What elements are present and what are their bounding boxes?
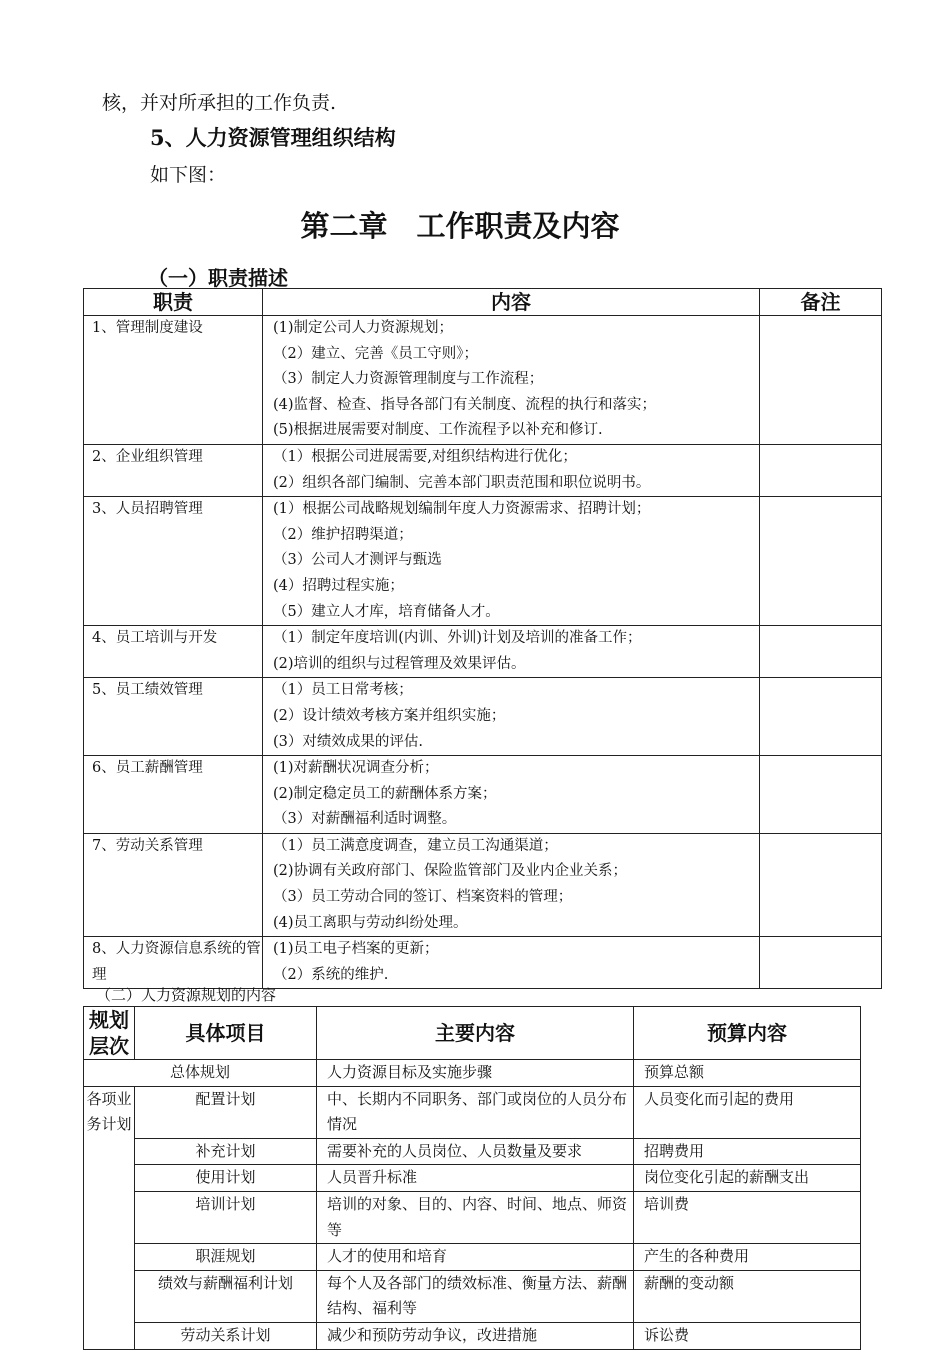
item-cell: 使用计划 [135, 1165, 317, 1192]
item-cell: 绩效与薪酬福利计划 [135, 1270, 317, 1322]
plan-table-body [84, 1060, 861, 1350]
content-line: （2）维护招聘渠道； [273, 526, 413, 543]
main-content-cell: 培训的对象、目的、内容、时间、地点、师资等 [317, 1191, 634, 1243]
note-cell [760, 937, 882, 989]
duty-cell: 5、员工绩效管理 [84, 678, 263, 756]
item-cell: 劳动关系计划 [135, 1322, 317, 1349]
main-content-cell: 人员晋升标准 [317, 1165, 634, 1192]
overall-label-cell: 总体规划 [84, 1060, 317, 1087]
table-row [84, 1165, 861, 1192]
item-cell: 培训计划 [135, 1191, 317, 1243]
budget-cell: 岗位变化引起的薪酬支出 [634, 1165, 861, 1192]
content-line: （3）员工劳动合同的签订、档案资料的管理； [273, 889, 573, 906]
content-line: （2）建立、完善《员工守则》； [273, 345, 478, 362]
content-line: （3）对薪酬福利适时调整。 [273, 811, 457, 828]
budget-cell: 培训费 [634, 1191, 861, 1243]
table-row [84, 1322, 861, 1349]
content-line: (1)对薪酬状况调查分析； [273, 760, 439, 777]
content-line: （5）建立人才库，培育储备人才。 [273, 603, 500, 620]
section2-title: （二）人力资源规划的内容 [96, 986, 277, 1004]
main-content-cell: 每个人及各部门的绩效标准、衡量方法、薪酬结构、福利等 [317, 1270, 634, 1322]
content-cell [263, 316, 760, 445]
content-line: (2)培训的组织与过程管理及效果评估。 [273, 655, 526, 672]
content-line: (2)协调有关政府部门、保险监管部门及业内企业关系； [273, 863, 628, 880]
content-line: (3）对绩效成果的评估. [273, 733, 423, 750]
content-line: （1）员工满意度调查，建立员工沟通渠道； [273, 837, 558, 854]
content-cell [263, 626, 760, 678]
section1-title: （一）职责描述 [148, 266, 288, 290]
table-row [84, 1060, 861, 1087]
duty-cell: 2、企业组织管理 [84, 444, 263, 496]
budget-cell: 预算总额 [634, 1060, 861, 1087]
header-main-content: 主要内容 [317, 1007, 634, 1060]
note-cell [760, 497, 882, 626]
section-heading: 5、人力资源管理组织结构 [150, 125, 396, 150]
content-line: (2）组织各部门编制、完善本部门职责范围和职位说明书。 [273, 474, 651, 491]
duty-cell: 8、人力资源信息系统的管理 [84, 937, 263, 989]
content-line: (2)制定稳定员工的薪酬体系方案； [273, 785, 497, 802]
content-line: （2）系统的维护. [273, 966, 389, 983]
table-row [84, 937, 882, 989]
plan-table [83, 1006, 861, 1350]
main-content-cell: 中、长期内不同职务、部门或岗位的人员分布情况 [317, 1086, 634, 1138]
note-cell [760, 444, 882, 496]
content-line: （3）公司人才测评与甄选 [273, 552, 442, 569]
main-content-cell: 需要补充的人员岗位、人员数量及要求 [317, 1138, 634, 1165]
main-content-cell: 减少和预防劳动争议，改进措施 [317, 1322, 634, 1349]
duty-cell: 4、员工培训与开发 [84, 626, 263, 678]
table-row [84, 1191, 861, 1243]
duty-cell: 3、人员招聘管理 [84, 497, 263, 626]
content-cell [263, 833, 760, 936]
note-cell [760, 316, 882, 445]
table-row [84, 1086, 861, 1138]
intro-text: 核，并对所承担的工作负责. [102, 92, 337, 114]
header-item: 具体项目 [135, 1007, 317, 1060]
content-line: (5)根据进展需要对制度、工作流程予以补充和修订. [273, 422, 603, 439]
content-line: (1)员工电子档案的更新； [273, 941, 439, 958]
content-cell [263, 756, 760, 834]
content-line: (4）招聘过程实施； [273, 577, 404, 594]
note-cell [760, 678, 882, 756]
duty-cell: 6、员工薪酬管理 [84, 756, 263, 834]
budget-cell: 产生的各种费用 [634, 1244, 861, 1271]
header-level: 规划层次 [84, 1007, 135, 1060]
item-cell: 职涯规划 [135, 1244, 317, 1271]
content-line: (1)制定公司人力资源规划； [273, 320, 454, 336]
note-cell [760, 756, 882, 834]
content-line: (4)监督、检查、指导各部门有关制度、流程的执行和落实； [273, 396, 657, 413]
table-row [84, 756, 882, 834]
duty-cell: 7、劳动关系管理 [84, 833, 263, 936]
content-line: （3）制定人力资源管理制度与工作流程； [273, 371, 544, 388]
table-row [84, 626, 882, 678]
header-budget: 预算内容 [634, 1007, 861, 1060]
duty-cell: 1、管理制度建设 [84, 316, 263, 445]
intro-text-2: 如下图： [150, 164, 227, 186]
budget-cell: 诉讼费 [634, 1322, 861, 1349]
duty-table-body [84, 316, 882, 989]
content-cell [263, 937, 760, 989]
table-row [84, 1244, 861, 1271]
main-content-cell: 人力资源目标及实施步骤 [317, 1060, 634, 1087]
table-row [84, 316, 882, 445]
item-cell: 补充计划 [135, 1138, 317, 1165]
header-content: 内容 [263, 289, 760, 316]
note-cell [760, 626, 882, 678]
budget-cell: 薪酬的变动额 [634, 1270, 861, 1322]
table-row [84, 497, 882, 626]
table-row [84, 833, 882, 936]
chapter-title: 第二章 工作职责及内容 [300, 209, 620, 243]
table-row [84, 444, 882, 496]
content-cell [263, 678, 760, 756]
content-line: (2）设计绩效考核方案并组织实施； [273, 707, 506, 724]
plan-table-header [84, 1007, 861, 1060]
content-cell [263, 497, 760, 626]
content-line: （1）根据公司进展需要,对组织结构进行优化； [273, 448, 577, 465]
main-content-cell: 人才的使用和培育 [317, 1244, 634, 1271]
note-cell [760, 833, 882, 936]
content-line: (4)员工离职与劳动纠纷处理。 [273, 914, 468, 931]
duty-table [83, 288, 882, 989]
budget-cell: 招聘费用 [634, 1138, 861, 1165]
content-line: (1）根据公司战略规划编制年度人力资源需求、招聘计划； [273, 501, 651, 518]
table-row [84, 678, 882, 756]
table-row [84, 1270, 861, 1322]
duty-table-header [84, 289, 882, 316]
header-note: 备注 [760, 289, 882, 316]
header-duty: 职责 [84, 289, 263, 316]
item-cell: 配置计划 [135, 1086, 317, 1138]
content-cell [263, 444, 760, 496]
content-line: （1）制定年度培训(内训、外训)计划及培训的准备工作； [273, 630, 642, 647]
budget-cell: 人员变化而引起的费用 [634, 1086, 861, 1138]
table-row [84, 1138, 861, 1165]
content-line: （1）员工日常考核； [273, 682, 413, 699]
category-cell: 各项业务计划 [84, 1086, 135, 1349]
